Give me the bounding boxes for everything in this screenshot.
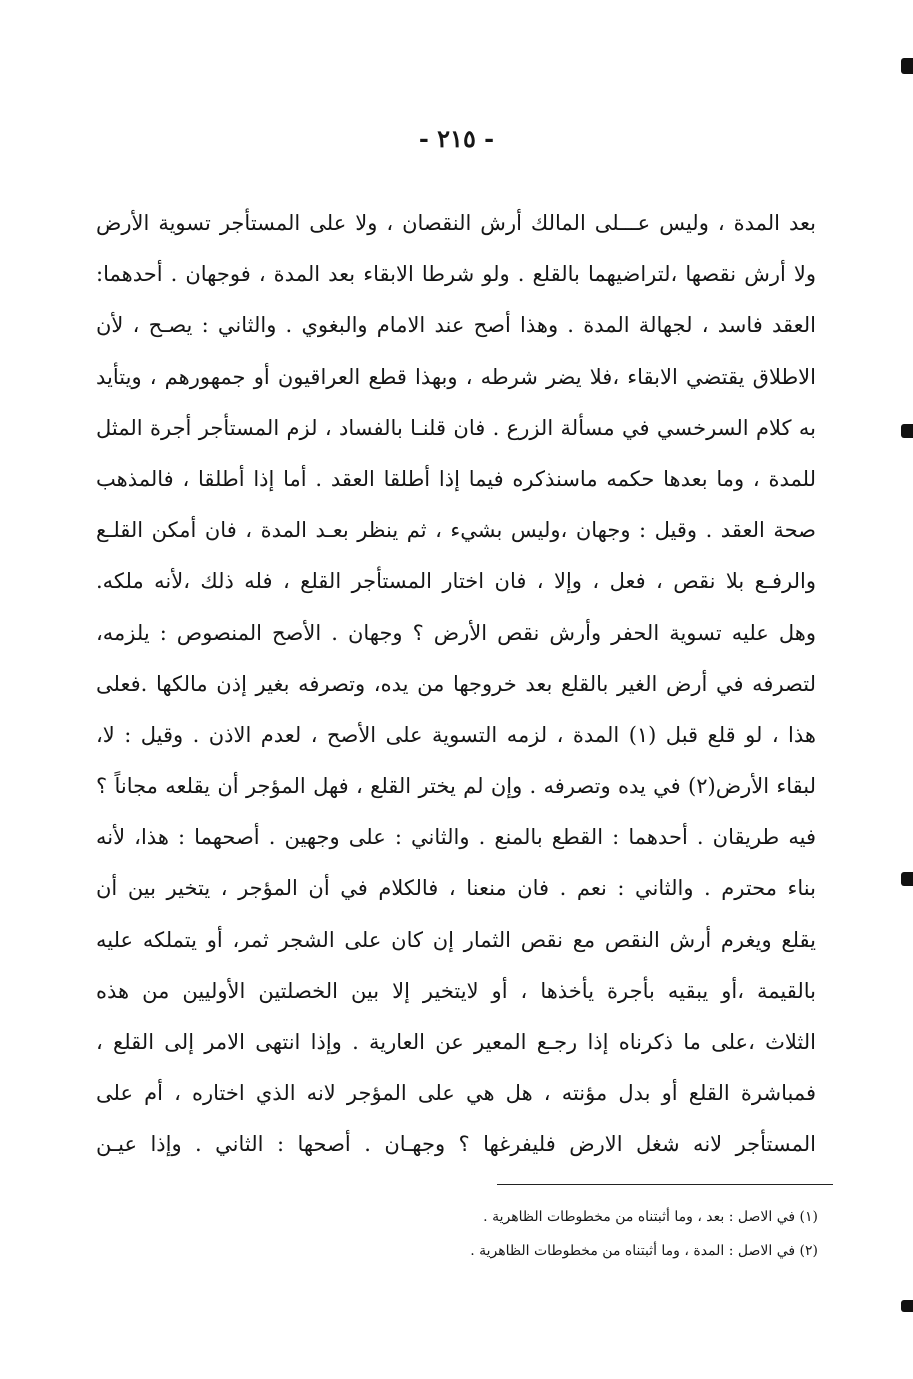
text-line: يقلع ويغرم أرش النقص مع نقص الثمار إن كان على الشجر ثمر، أو يتملكه عليه: [96, 927, 816, 952]
text-line: به كلام السرخسي في مسألة الزرع . فان قلنـا بالفساد ، لزم المستأجر أجرة المثل: [96, 415, 816, 440]
body-text: [96, 198, 816, 1171]
footnotes: [330, 1200, 818, 1268]
binding-mark: [901, 424, 913, 438]
text-line: فمباشرة القلع أو بدل مؤنته ، هل هي على المؤجر لانه الذي اختاره ، أم على: [96, 1081, 816, 1106]
text-line: ولا أرش نقصها ،لتراضيهما بالقلع . ولو شرطا الابقاء بعد المدة ، فوجهان . أحدهما:: [96, 262, 816, 287]
text-line: فيه طريقان . أحدهما : القطع بالمنع . والثاني : على وجهين . أصحهما : هذا، لأنه: [96, 825, 816, 850]
footnote-1: (١) في الاصل : بعد ، وما أثبتناه من مخطوطات الظاهرية .: [483, 1209, 818, 1225]
binding-mark: [901, 58, 913, 74]
text-line: لبقاء الأرض(٢) في يده وتصرفه . وإن لم يختر القلع ، فهل المؤجر أن يقلعه مجاناً ؟: [96, 774, 817, 799]
text-line: هذا ، لو قلع قبل (١) المدة ، لزمه التسوية على الأصح ، لعدم الاذن . وقيل : لا،: [96, 722, 816, 747]
footnote-2: (٢) في الاصل : المدة ، وما أثبتناه من مخطوطات الظاهرية .: [470, 1243, 818, 1259]
text-line: بعد المدة ، وليس عـــلى المالك أرش النقصان ، ولا على المستأجر تسوية الأرض: [96, 211, 816, 235]
footnote-divider: [497, 1184, 833, 1185]
page-number: - ٢١٥ -: [418, 124, 495, 153]
text-line: لتصرفه في أرض الغير بالقلع بعد خروجها من يده، وتصرفه بغير إذن مالكها .فعلى: [96, 671, 816, 696]
text-line: صحة العقد . وقيل : وجهان ،وليس بشيء ، ثم ينظر بعـد المدة ، فان أمكن القلـع: [96, 518, 816, 543]
text-line: المستأجر لانه شغل الارض فليفرغها ؟ وجهـان . أصحها : الثاني . وإذا عيـن: [96, 1132, 816, 1157]
text-line: الاطلاق يقتضي الابقاء ،فلا يضر شرطه ، وبهذا قطع العراقيون أو جمهورهم ، ويتأيد: [96, 364, 816, 389]
text-line: الثلاث ،على ما ذكرناه إذا رجـع المعير عن العارية . وإذا انتهى الامر إلى القلع ،: [96, 1030, 816, 1054]
text-line: بالقيمة ،أو يبقيه بأجرة يأخذها ، أو لايتخير إلا بين الخصلتين الأوليين من هذه: [96, 978, 816, 1003]
text-line: بناء محترم . والثاني : نعم . فان منعنا ، فالكلام في أن المؤجر ، يتخير بين أن: [96, 876, 816, 901]
text-line: وهل عليه تسوية الحفر وأرش نقص الأرض ؟ وجهان . الأصح المنصوص : يلزمه،: [96, 620, 816, 645]
binding-mark: [901, 1300, 913, 1312]
text-line: العقد فاسد ، لجهالة المدة . وهذا أصح عند الامام والبغوي . والثاني : يصـح ، لأن: [96, 313, 816, 338]
text-line: والرفـع بلا نقص ، فعل ، وإلا ، فان اختار المستأجر القلع ، فله ذلك ،لأنه ملكه.: [96, 569, 816, 594]
binding-mark: [901, 872, 913, 886]
text-line: للمدة ، وما بعدها حكمه ماسنذكره فيما إذا أطلقا العقد . أما إذا أطلقا ، فالمذهب: [96, 466, 816, 491]
